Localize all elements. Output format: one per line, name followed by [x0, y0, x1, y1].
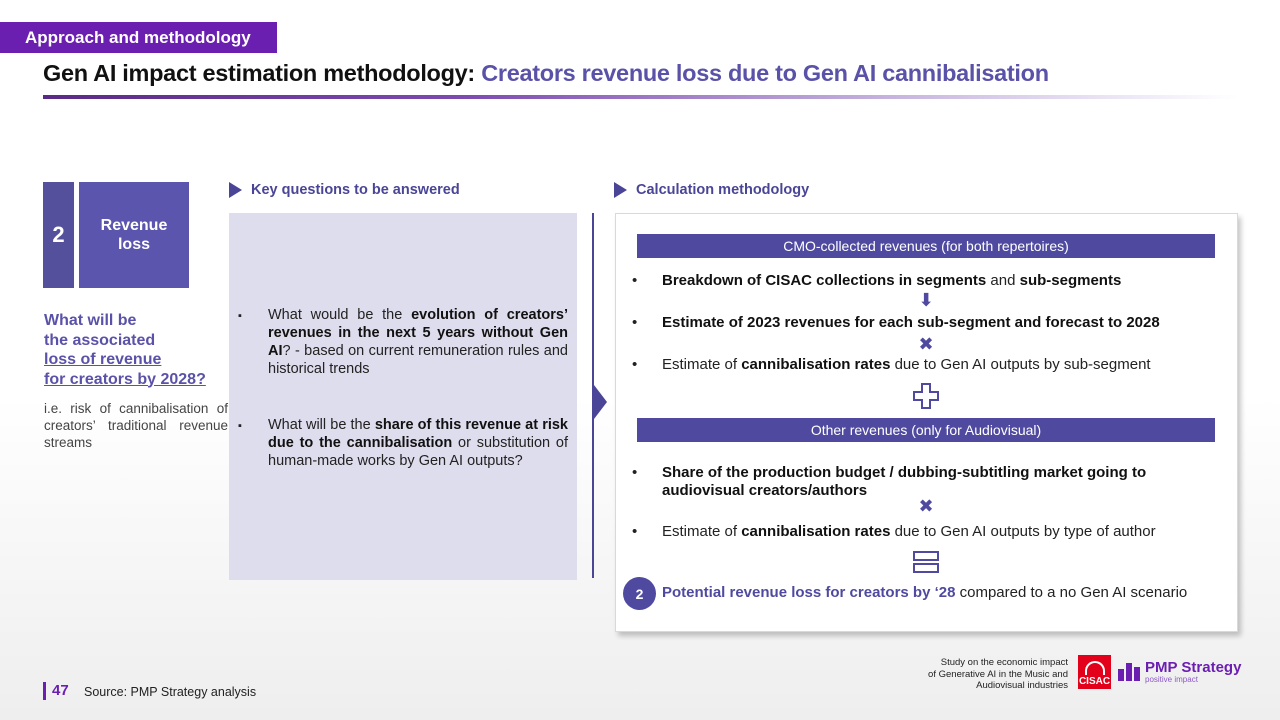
calc-item-breakdown-and: and — [986, 272, 1020, 289]
calc-item-3-part-2: due to Gen AI outputs by sub-segment — [890, 356, 1151, 373]
revenue-loss-box: Revenue loss — [79, 182, 189, 288]
play-arrow-icon — [614, 182, 627, 198]
calc-item-cannibalisation-segment — [632, 356, 1222, 374]
arrow-down-icon: ⬇ — [918, 290, 934, 310]
other-revenues-band: Other revenues (only for Audiovisual) — [637, 418, 1215, 442]
bullet-dot-icon: • — [632, 464, 638, 481]
multiply-icon: ✖ — [918, 334, 934, 354]
plus-icon — [912, 382, 940, 410]
pmp-logo-tagline: positive impact — [1145, 675, 1198, 684]
calc-item-breakdown-bold-2: sub-segments — [1019, 272, 1122, 289]
page-number: 47 — [52, 682, 69, 699]
pmp-strategy-logo — [1118, 660, 1241, 684]
cisac-logo-label: CISAC — [1078, 676, 1111, 687]
calc-item-cannibalisation-segment-text — [662, 356, 1151, 374]
main-question-line-4: for creators by 2028? — [44, 370, 206, 388]
result-rest: compared to a no Gen AI scenario — [955, 584, 1188, 601]
study-caption-line-2: of Generative AI in the Music and — [928, 668, 1068, 680]
calc-item-cannibalisation-author — [632, 523, 1222, 541]
calc-item-estimate-2023 — [632, 314, 1222, 332]
calc-item-cannibalisation-author-text — [662, 523, 1156, 541]
calc-item-breakdown-text — [662, 272, 1121, 290]
calc-item-production-budget-text: Share of the production budget / dubbing-subtitling market going to audiovisual creators/authors — [662, 464, 1147, 499]
page-title — [43, 60, 1049, 87]
calc-item-estimate-2023-text: Estimate of 2023 revenues for each sub-segment and forecast to 2028 — [662, 314, 1160, 331]
key-question-1 — [238, 306, 568, 378]
result-statement — [662, 584, 1187, 601]
cmo-revenues-band: CMO-collected revenues (for both repertoires) — [637, 234, 1215, 258]
key-question-1-bold: evolution of creators’ revenues in the next 5 years without Gen AI — [268, 307, 568, 359]
calc-item-breakdown-bold-1: Breakdown of CISAC collections in segments — [662, 272, 987, 289]
calc-item-3-bold: cannibalisation rates — [741, 356, 891, 373]
equals-icon — [912, 550, 940, 574]
key-question-1-part-1: What would be the — [268, 307, 412, 323]
page-title-accent: Creators revenue loss due to Gen AI cannibalisation — [481, 60, 1049, 86]
calc-item-production-budget — [632, 464, 1222, 500]
result-number-badge: 2 — [623, 577, 656, 610]
pmp-logo-mark-icon — [1118, 663, 1140, 681]
bullet-dot-icon: • — [632, 356, 638, 373]
bullet-dot-icon: • — [632, 272, 638, 289]
page-title-main: Gen AI impact estimation methodology: — [43, 60, 482, 86]
key-questions-heading-label: Key questions to be answered — [251, 182, 460, 198]
calculation-heading-label: Calculation methodology — [636, 182, 810, 198]
key-questions-panel — [229, 213, 577, 580]
multiply-icon: ✖ — [918, 496, 934, 516]
main-question — [44, 311, 234, 389]
bullet-dot-icon: • — [632, 314, 638, 331]
key-question-2-part-1: What will be the — [268, 417, 375, 433]
cisac-logo — [1078, 655, 1111, 689]
flow-arrow-icon — [594, 385, 607, 419]
bullet-dot-icon: • — [632, 523, 638, 540]
step-number-box: 2 — [43, 182, 74, 288]
study-caption-line-1: Study on the economic impact — [940, 657, 1068, 668]
key-question-1-part-2: ? - based on current remuneration rules and historical trends — [268, 343, 568, 377]
key-questions-heading — [229, 182, 460, 198]
square-bullet-icon: ▪ — [238, 310, 242, 322]
main-question-line-3: loss of revenue — [44, 351, 162, 368]
calc-item-5-bold: cannibalisation rates — [741, 523, 891, 540]
calc-item-5-part-2: due to Gen AI outputs by type of author — [890, 523, 1156, 540]
study-caption — [880, 657, 1068, 692]
play-arrow-icon — [229, 182, 242, 198]
key-question-2-text — [268, 416, 568, 470]
main-question-line-1: What will be — [44, 312, 137, 329]
study-caption-line-3: Audiovisual industries — [976, 680, 1068, 691]
key-question-1-text — [268, 306, 568, 378]
main-question-line-2: the associated — [44, 331, 156, 349]
calc-item-breakdown — [632, 272, 1222, 290]
source-note: Source: PMP Strategy analysis — [84, 685, 257, 699]
title-underline — [43, 95, 1238, 99]
calc-item-3-part-1: Estimate of — [662, 356, 742, 373]
key-question-2 — [238, 416, 568, 470]
key-question-2-bold: share of this revenue at risk due to the cannibalisation — [268, 417, 568, 451]
key-question-2-part-2: or substitution of human-made works by Gen AI outputs? — [268, 435, 568, 469]
pmp-logo-name: PMP Strategy — [1145, 659, 1242, 676]
square-bullet-icon: ▪ — [238, 420, 242, 432]
result-highlight: Potential revenue loss for creators by ‘28 — [662, 584, 956, 601]
ie-explanation: i.e. risk of cannibalisation of creators’ traditional revenue streams — [44, 401, 228, 450]
calc-item-5-part-1: Estimate of — [662, 523, 742, 540]
section-tag: Approach and methodology — [0, 22, 277, 53]
footer-accent-bar — [43, 682, 46, 700]
calculation-heading — [614, 182, 809, 198]
cisac-logo-mark — [1085, 661, 1105, 675]
